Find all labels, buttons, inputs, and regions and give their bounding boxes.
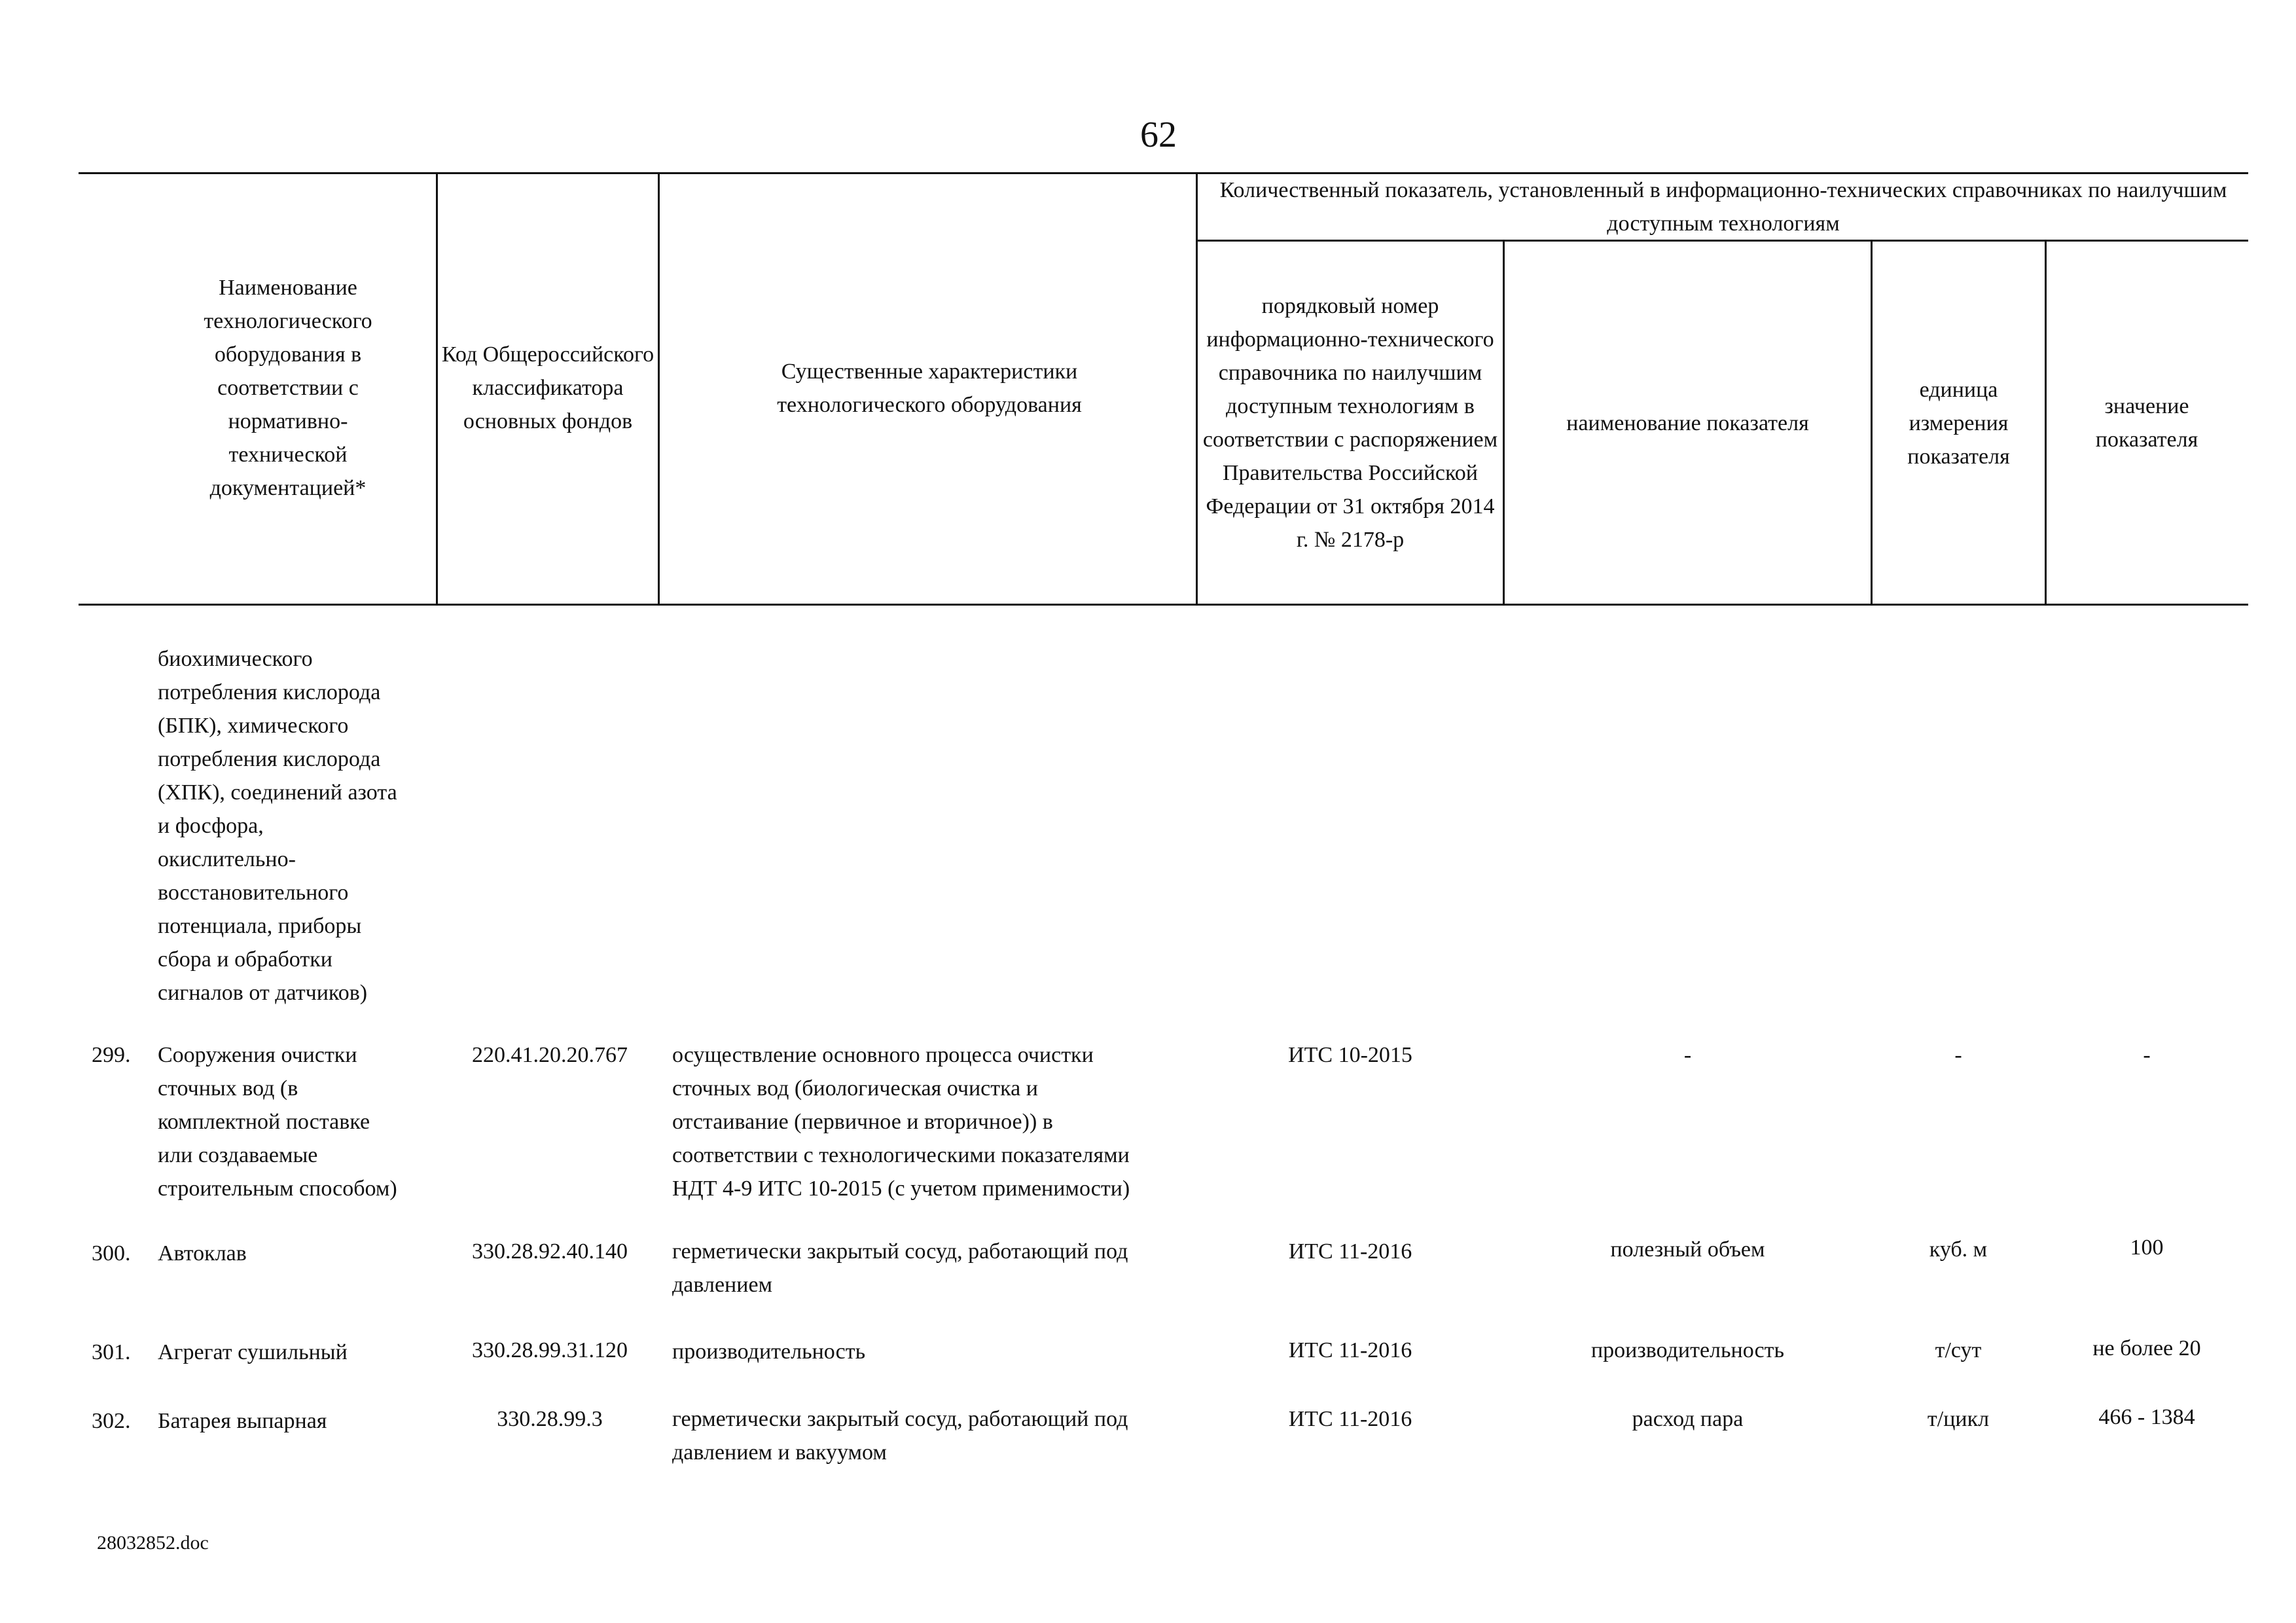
continuation-text: биохимического потребления кислорода (БПК), химического потребления кислорода (ХПК), соединений азота и фосфора, окислительно- восстановительного потенциала, приборы сбора и обработки сигналов от датчиков) [158, 647, 397, 1005]
unit: т/цикл [1927, 1407, 1990, 1431]
equipment-name: Сооружения очистки сточных вод (в комплектной поставке или создаваемые строительным способом) [158, 1043, 397, 1201]
row-number: 300. [92, 1241, 131, 1266]
equipment-name: Батарея выпарная [158, 1409, 327, 1433]
header-indicator-name: наименование показателя [1566, 410, 1809, 435]
its-number: ИТС 11-2016 [1288, 1338, 1412, 1362]
equipment-name: Автоклав [158, 1241, 247, 1266]
its-number: ИТС 11-2016 [1288, 1407, 1412, 1431]
value: - [2143, 1043, 2151, 1067]
header-bottom-rule [79, 604, 2248, 606]
header-indicator-group: Количественный показатель, установленный в информационно-технических справочниках по наилучшим доступным технологиям [1219, 178, 2227, 236]
indicator-name: производительность [1590, 1338, 1785, 1362]
okof-code: 330.28.99.3 [497, 1407, 603, 1431]
unit: куб. м [1929, 1237, 1988, 1262]
page-number: 62 [1140, 115, 1177, 155]
header-equipment-name: Наименование технологического оборудования в соответствии с нормативно-технической документацией* [204, 276, 372, 500]
okof-code: 220.41.20.20.767 [472, 1043, 628, 1067]
header-divider-6 [2045, 240, 2047, 604]
unit: - [1954, 1043, 1962, 1067]
row-number: 302. [92, 1409, 131, 1433]
okof-code: 330.28.92.40.140 [472, 1239, 628, 1264]
document-filename: 28032852.doc [97, 1532, 209, 1554]
indicator-name: расход пара [1632, 1407, 1744, 1431]
its-number: ИТС 11-2016 [1288, 1239, 1412, 1264]
header-unit: единица измерения показателя [1907, 377, 2010, 469]
row-number: 299. [92, 1043, 131, 1067]
equipment-name: Агрегат сушильный [158, 1340, 348, 1364]
value: не более 20 [2092, 1336, 2201, 1360]
value: 466 - 1384 [2098, 1405, 2195, 1429]
value: 100 [2130, 1235, 2164, 1260]
indicator-name: - [1683, 1043, 1692, 1067]
characteristics: производительность [672, 1340, 866, 1364]
header-divider-4 [1503, 240, 1505, 604]
indicator-name: полезный объем [1610, 1237, 1765, 1262]
header-its-number: порядковый номер информационно-технического справочника по наилучшим доступным технологиям в соответствии с распоряжением Правительства Российской Федерации от 31 октября 2014 г. № 2178-р [1202, 294, 1498, 552]
characteristics: осуществление основного процесса очистки сточных вод (биологическая очистка и отстаивание (первичное и вторичное)) в соответствии с технологическими показателями НДТ 4-9 ИТС 10-2015 (с учетом применимости) [672, 1043, 1130, 1201]
header-divider-5 [1871, 240, 1873, 604]
header-okof-code: Код Общероссийского классификатора основных фондов [441, 342, 655, 433]
characteristics: герметически закрытый сосуд, работающий под давлением [672, 1239, 1128, 1297]
its-number: ИТС 10-2015 [1288, 1043, 1412, 1067]
unit: т/сут [1935, 1338, 1982, 1362]
row-number: 301. [92, 1340, 131, 1364]
header-value: значение показателя [2095, 394, 2198, 452]
header-divider-1 [436, 172, 438, 604]
header-divider-3 [1196, 172, 1198, 604]
header-characteristics: Существенные характеристики технологического оборудования [777, 359, 1082, 417]
okof-code: 330.28.99.31.120 [472, 1338, 628, 1362]
header-divider-2 [658, 172, 660, 604]
characteristics: герметически закрытый сосуд, работающий под давлением и вакуумом [672, 1407, 1128, 1465]
